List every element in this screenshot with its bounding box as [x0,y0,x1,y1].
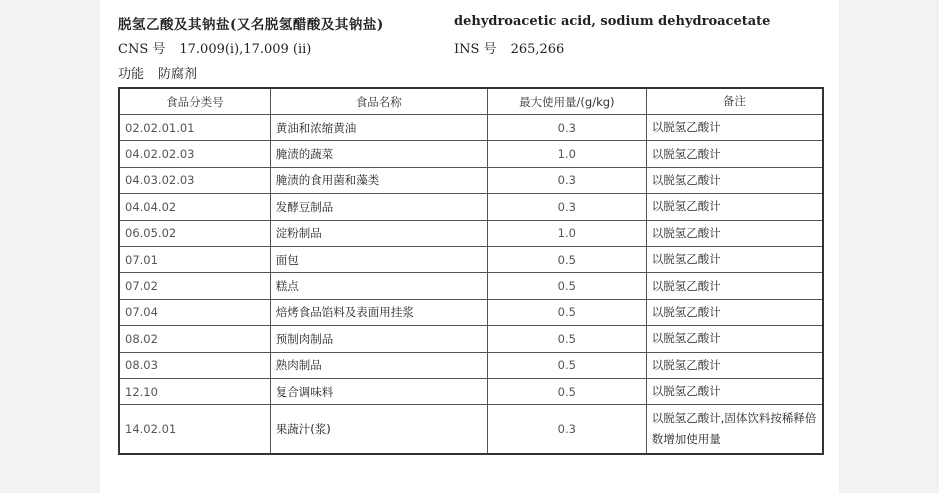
cell-food-name: 复合调味料 [270,378,487,404]
function-line [118,63,197,82]
table-header-row [119,88,823,115]
ins-number [454,38,564,57]
table-row [119,141,823,167]
cell-max-usage: 0.5 [487,378,646,404]
cell-category-code: 06.05.02 [119,220,270,246]
cell-food-name: 预制肉制品 [270,326,487,352]
cell-max-usage: 0.3 [487,405,646,455]
cell-max-usage: 0.5 [487,326,646,352]
table-row [119,220,823,246]
cell-food-name: 发酵豆制品 [270,194,487,220]
cell-category-code: 08.03 [119,352,270,378]
document-page [100,0,839,493]
cell-category-code: 07.04 [119,299,270,325]
cell-food-name: 糕点 [270,273,487,299]
cell-remarks: 以脱氢乙酸计 [646,273,823,299]
cell-remarks: 以脱氢乙酸计 [646,299,823,325]
cell-max-usage: 0.5 [487,299,646,325]
cns-number [118,38,311,57]
cell-category-code: 04.04.02 [119,194,270,220]
table-row [119,378,823,404]
cell-food-name: 黄油和浓缩黄油 [270,115,487,141]
cell-remarks: 以脱氢乙酸计,固体饮料按稀释倍数增加使用量 [646,405,823,455]
cell-food-name: 腌渍的蔬菜 [270,141,487,167]
table-row [119,115,823,141]
cell-category-code: 12.10 [119,378,270,404]
table-row [119,299,823,325]
column-header-food-name: 食品名称 [270,88,487,115]
cell-max-usage: 1.0 [487,220,646,246]
cell-max-usage: 0.3 [487,194,646,220]
additive-title-english: dehydroacetic acid, sodium dehydroacetate [454,14,771,29]
cell-category-code: 04.03.02.03 [119,167,270,193]
cell-remarks: 以脱氢乙酸计 [646,115,823,141]
cell-category-code: 07.01 [119,246,270,272]
ins-label: INS 号 [454,42,497,57]
table-row [119,194,823,220]
ins-value: 265,266 [510,42,565,57]
cell-remarks: 以脱氢乙酸计 [646,194,823,220]
table-row [119,326,823,352]
cell-food-name: 熟肉制品 [270,352,487,378]
cell-category-code: 04.02.02.03 [119,141,270,167]
column-header-max-usage: 最大使用量/(g/kg) [487,88,646,115]
cell-max-usage: 0.5 [487,246,646,272]
cell-remarks: 以脱氢乙酸计 [646,141,823,167]
cell-category-code: 07.02 [119,273,270,299]
table-row [119,405,823,455]
cell-max-usage: 0.3 [487,115,646,141]
table-row [119,352,823,378]
cell-category-code: 14.02.01 [119,405,270,455]
cell-remarks: 以脱氢乙酸计 [646,167,823,193]
cell-food-name: 淀粉制品 [270,220,487,246]
cns-value: 17.009(i),17.009 (ii) [179,42,312,57]
function-value: 防腐剂 [158,67,198,82]
cell-remarks: 以脱氢乙酸计 [646,220,823,246]
cell-food-name: 焙烤食品馅料及表面用挂浆 [270,299,487,325]
cell-max-usage: 1.0 [487,141,646,167]
cell-remarks: 以脱氢乙酸计 [646,378,823,404]
usage-table [118,87,824,455]
column-header-category-code: 食品分类号 [119,88,270,115]
cell-food-name: 面包 [270,246,487,272]
cell-remarks: 以脱氢乙酸计 [646,352,823,378]
cell-category-code: 02.02.01.01 [119,115,270,141]
table-row [119,167,823,193]
cell-max-usage: 0.3 [487,167,646,193]
table-row [119,273,823,299]
cell-max-usage: 0.5 [487,352,646,378]
cell-category-code: 08.02 [119,326,270,352]
cell-remarks: 以脱氢乙酸计 [646,326,823,352]
cns-label: CNS 号 [118,42,166,57]
function-label: 功能 [118,67,145,82]
column-header-remarks: 备注 [646,88,823,115]
cell-max-usage: 0.5 [487,273,646,299]
cell-food-name: 果蔬汁(浆) [270,405,487,455]
additive-title-chinese: 脱氢乙酸及其钠盐(又名脱氢醋酸及其钠盐) [118,17,384,33]
cell-remarks: 以脱氢乙酸计 [646,246,823,272]
cell-food-name: 腌渍的食用菌和藻类 [270,167,487,193]
table-row [119,246,823,272]
